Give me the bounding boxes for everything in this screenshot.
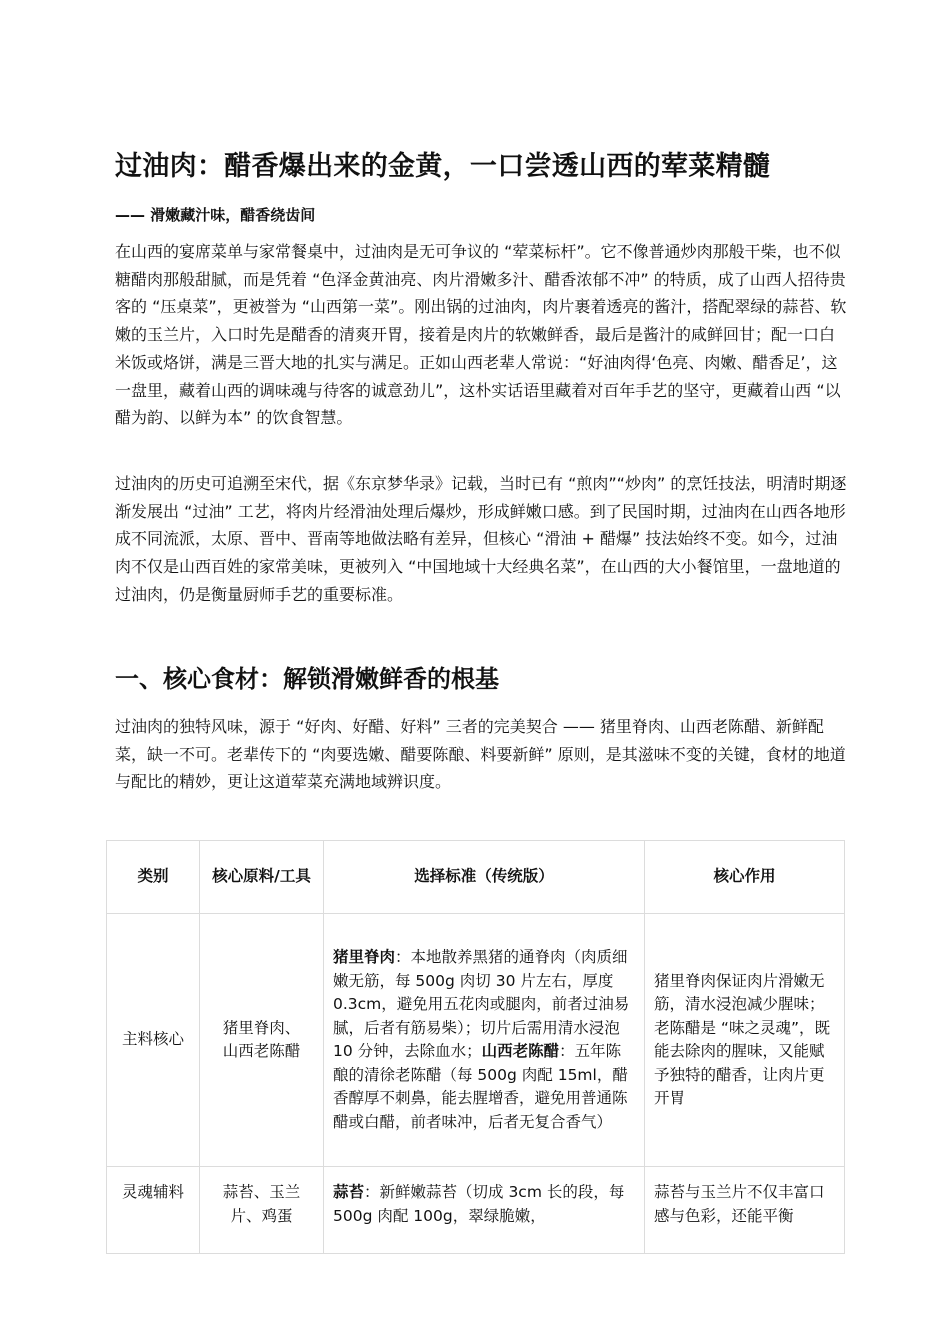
standard-text: ：五年陈酿的清徐老陈醋（每 500g 肉配 15ml，醋香醇厚不刺鼻，能去腥增香，避免用普通陈醋或白醋，前者味冲，后者无复合香气） bbox=[333, 1042, 628, 1131]
standard-text: ：本地散养黑猪的通脊肉（肉质细嫩无筋，每 500g 肉切 30 片左右，厚度 0.3cm，避免用五花肉或腿肉，前者过油易腻，后者有筋易柴）；切片后需用清水浸泡 10 分钟，去除血水； bbox=[333, 948, 630, 1060]
cell-category: 灵魂辅料 bbox=[107, 1167, 200, 1254]
cell-role: 猪里脊肉保证肉片滑嫩无筋，清水浸泡减少腥味；老陈醋是 “味之灵魂”，既能去除肉的腥味，又能赋予独特的醋香，让肉片更开胃 bbox=[645, 914, 845, 1167]
table-row bbox=[107, 914, 845, 1167]
intro-paragraph-2: 过油肉的历史可追溯至宋代，据《东京梦华录》记载，当时已有 “煎肉”“炒肉” 的烹饪技法，明清时期逐渐发展出 “过油” 工艺，将肉片经滑油处理后爆炒，形成鲜嫩口感。到了民国时期，过油肉在山西各地形成不同流派，太原、晋中、晋南等地做法略有差异，但核心 “滑油 + 醋爆” 技法始终不变。如今，过油肉不仅是山西百姓的家常美味，更被列入 “中国地域十大经典名菜”，在山西的大小餐馆里，一盘地道的过油肉，仍是衡量厨师手艺的重要标准。 bbox=[115, 474, 847, 604]
cell-materials: 蒜苔、玉兰片、鸡蛋 bbox=[200, 1167, 324, 1254]
section-heading: 一、核心食材：解锁滑嫩鲜香的根基 bbox=[115, 665, 499, 693]
page-title: 过油肉：醋香爆出来的金黄，一口尝透山西的荤菜精髓 bbox=[115, 151, 771, 182]
header-role: 核心作用 bbox=[645, 841, 845, 914]
header-materials: 核心原料/工具 bbox=[200, 841, 324, 914]
header-standard: 选择标准（传统版） bbox=[324, 841, 645, 914]
cell-role: 蒜苔与玉兰片不仅丰富口感与色彩，还能平衡 bbox=[645, 1167, 845, 1254]
ingredients-table bbox=[106, 840, 845, 1254]
cell-standard bbox=[324, 1167, 645, 1254]
intro-paragraph-1: 在山西的宴席菜单与家常餐桌中，过油肉是无可争议的 “荤菜标杆”。它不像普通炒肉那般干柴，也不似糖醋肉那般甜腻，而是凭着 “色泽金黄油亮、肉片滑嫩多汁、醋香浓郁不冲” 的特质，成了山西人招待贵客的 “压桌菜”，更被誉为 “山西第一菜”。刚出锅的过油肉，肉片裹着透亮的酱汁，搭配翠绿的蒜苔、软嫩的玉兰片，入口时先是醋香的清爽开胃，接着是肉片的软嫩鲜香，最后是酱汁的咸鲜回甘；配一口白米饭或烙饼，满是三晋大地的扎实与满足。正如山西老辈人常说：“好油肉得‘色亮、肉嫩、醋香足’，这一盘里，藏着山西的调味魂与待客的诚意劲儿”，这朴实话语里藏着对百年手艺的坚守，更藏着山西 “以醋为韵、以鲜为本” 的饮食智慧。 bbox=[115, 242, 847, 428]
subtitle: —— 滑嫩藏汁味，醋香绕齿间 bbox=[115, 206, 316, 224]
cell-materials: 猪里脊肉、山西老陈醋 bbox=[200, 914, 324, 1167]
table-header-row bbox=[107, 841, 845, 914]
standard-label: 蒜苔 bbox=[333, 1183, 365, 1201]
section-intro-paragraph: 过油肉的独特风味，源于 “好肉、好醋、好料” 三者的完美契合 —— 猪里脊肉、山西老陈醋、新鲜配菜，缺一不可。老辈传下的 “肉要选嫩、醋要陈酿、料要新鲜” 原则，是其滋味不变的关键，食材的地道与配比的精妙，更让这道荤菜充满地域辨识度。 bbox=[115, 717, 846, 792]
standard-text: ：新鲜嫩蒜苔（切成 3cm 长的段，每 500g 肉配 100g，翠绿脆嫩， bbox=[333, 1183, 625, 1225]
cell-category: 主料核心 bbox=[107, 914, 200, 1167]
standard-label: 猪里脊肉 bbox=[333, 948, 396, 966]
table-row bbox=[107, 1167, 845, 1254]
header-category: 类别 bbox=[107, 841, 200, 914]
cell-standard bbox=[324, 914, 645, 1167]
standard-label: 山西老陈醋 bbox=[481, 1042, 560, 1060]
